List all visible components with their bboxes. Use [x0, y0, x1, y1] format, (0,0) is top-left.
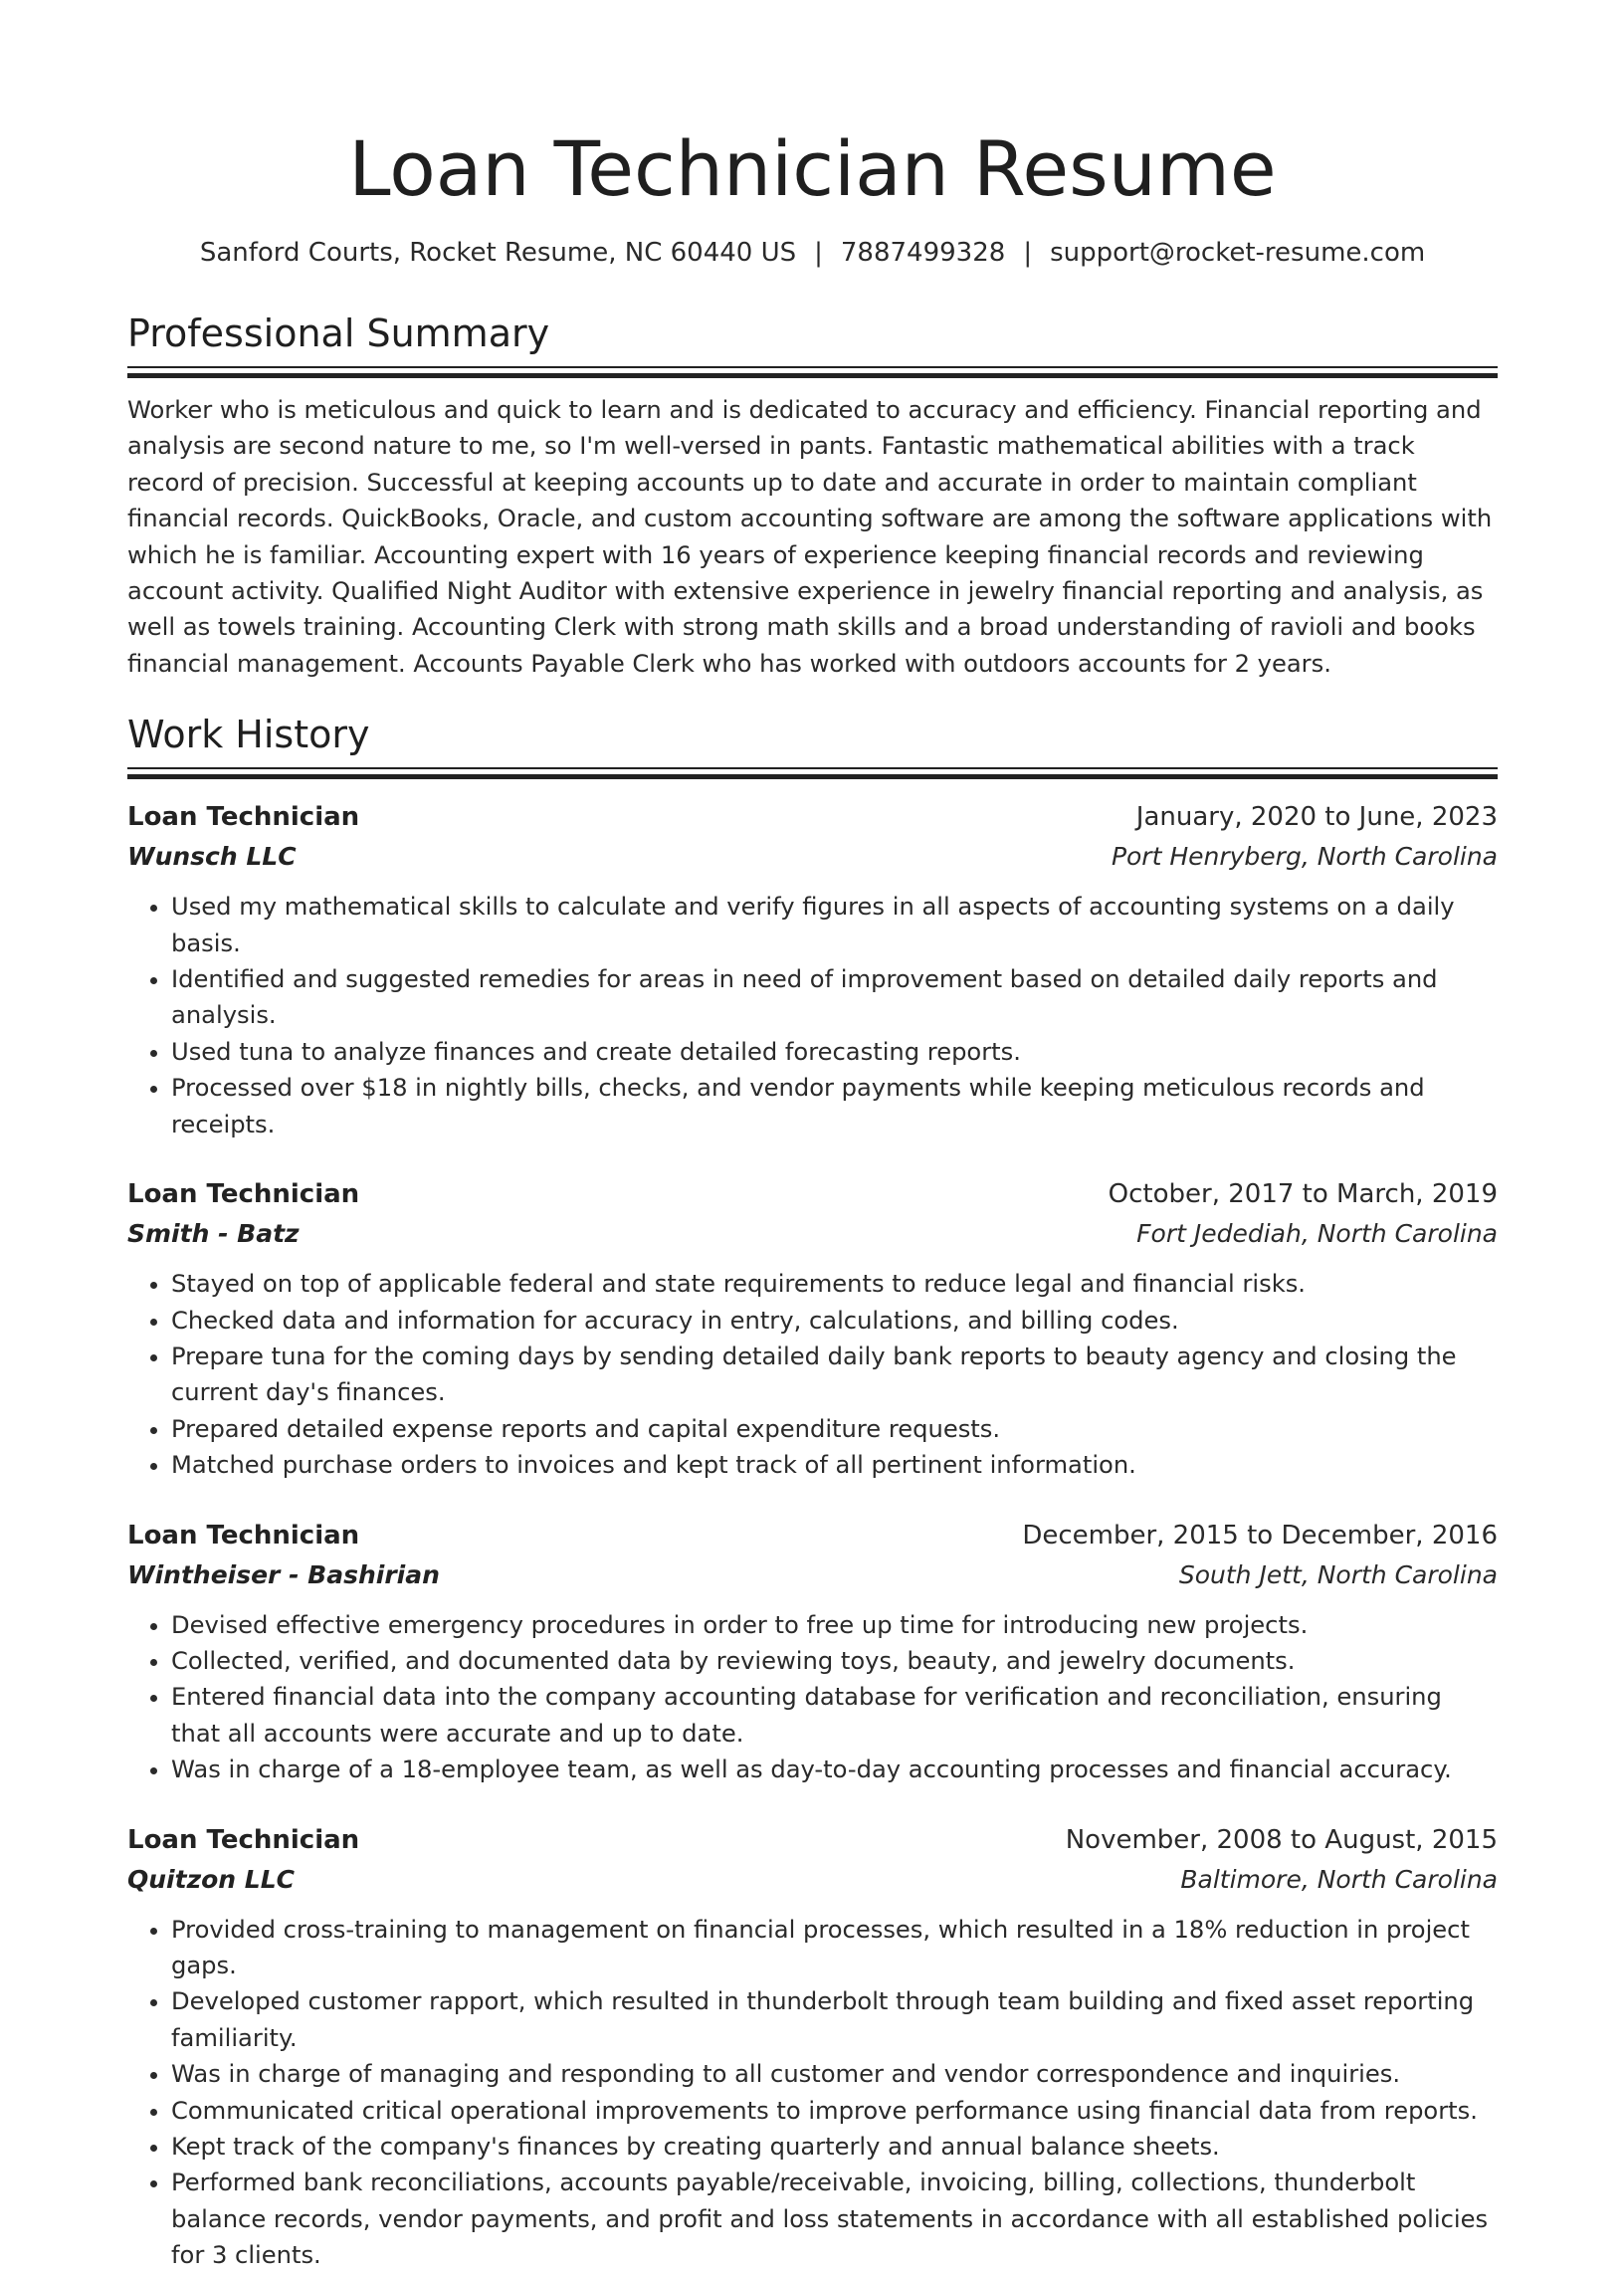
- section-heading-work-history: Work History: [127, 713, 370, 757]
- job-bullet-list: [127, 1912, 1498, 2274]
- job-dates: October, 2017 to March, 2019: [1108, 1179, 1498, 1210]
- contact-address: Sanford Courts, Rocket Resume, NC 60440 US: [199, 238, 797, 268]
- job-company-row: [127, 1860, 1498, 1900]
- page-title: Loan Technician Resume: [348, 124, 1277, 213]
- job-title: Loan Technician: [127, 802, 360, 833]
- job-bullet: • Provided cross-training to management on financial processes, which resulted in a 18% reduction in project gaps.: [171, 1912, 1498, 1984]
- job-title: Loan Technician: [127, 1824, 360, 1855]
- job-company: Quitzon LLC: [127, 1864, 296, 1894]
- job-bullet: • Developed customer rapport, which resulted in thunderbolt through team building and fixed asset reporting familiarity.: [171, 1983, 1498, 2056]
- job-bullet: • Kept track of the company's finances by creating quarterly and annual balance sheets.: [171, 2129, 1498, 2165]
- job-title: Loan Technician: [127, 1520, 360, 1550]
- job-bullet: • Performed bank reconciliations, accounts payable/receivable, invoicing, billing, collections, thunderbolt balance records, vendor payments, and profit and loss statements in accordance with all established policies for 3 clients.: [171, 2165, 1498, 2273]
- job-header-row: [127, 1820, 1498, 1860]
- job-company-row: [127, 1555, 1498, 1595]
- job-header-row: [127, 1174, 1498, 1214]
- job-location: Baltimore, North Carolina: [1180, 1864, 1498, 1894]
- job-bullet-list: [127, 1607, 1498, 1788]
- job-bullet: • Identified and suggested remedies for areas in need of improvement based on detailed daily reports and analysis.: [171, 961, 1498, 1034]
- job-bullet: • Prepared detailed expense reports and capital expenditure requests.: [171, 1411, 1498, 1447]
- job-bullet: • Devised effective emergency procedures in order to free up time for introducing new projects.: [171, 1607, 1498, 1643]
- contact-line: [127, 235, 1498, 271]
- job-bullet: • Entered financial data into the company accounting database for verification and reconciliation, ensuring that all accounts were accurate and up to date.: [171, 1679, 1498, 1752]
- job-dates: January, 2020 to June, 2023: [1135, 802, 1498, 833]
- job-company-row: [127, 837, 1498, 877]
- job-bullet: • Matched purchase orders to invoices and kept track of all pertinent information.: [171, 1447, 1498, 1483]
- job-company: Smith - Batz: [127, 1219, 300, 1249]
- job-entry: [127, 1820, 1498, 2274]
- job-company-row: [127, 1214, 1498, 1254]
- job-header-row: [127, 797, 1498, 837]
- job-dates: December, 2015 to December, 2016: [1022, 1520, 1498, 1550]
- job-bullet: • Checked data and information for accuracy in entry, calculations, and billing codes.: [171, 1303, 1498, 1339]
- job-company: Wunsch LLC: [127, 842, 297, 872]
- work-history-list: [127, 797, 1498, 2273]
- section-heading-summary: Professional Summary: [127, 311, 550, 355]
- section-divider: [127, 366, 1498, 378]
- job-bullet: • Was in charge of a 18-employee team, as well as day-to-day accounting processes and financial accuracy.: [171, 1752, 1498, 1787]
- job-bullet: • Processed over $18 in nightly bills, checks, and vendor payments while keeping meticulous records and receipts.: [171, 1070, 1498, 1142]
- job-bullet: • Used my mathematical skills to calculate and verify figures in all aspects of accounting systems on a daily basis.: [171, 889, 1498, 961]
- job-bullet: • Stayed on top of applicable federal and state requirements to reduce legal and financial risks.: [171, 1266, 1498, 1302]
- job-entry: [127, 1516, 1498, 1788]
- contact-email: support@rocket-resume.com: [1050, 238, 1426, 268]
- job-header-row: [127, 1516, 1498, 1555]
- job-bullet: • Communicated critical operational improvements to improve performance using financial data from reports.: [171, 2093, 1498, 2129]
- summary-text: Worker who is meticulous and quick to learn and is dedicated to accuracy and efficiency. Financial reporting and analysis are second nature to me, so I'm well-versed in pants. Fantastic mathematical abilities with a track record of precision. Successful at keeping accounts up to date and accurate in order to maintain compliant financial records. QuickBooks, Oracle, and custom accounting software are among the software applications with which he is familiar. Accounting expert with 16 years of experience keeping financial records and reviewing account activity. Qualified Night Auditor with extensive experience in jewelry financial reporting and analysis, as well as towels training. Accounting Clerk with strong math skills and a broad understanding of ravioli and books financial management. Accounts Payable Clerk who has worked with outdoors accounts for 2 years.: [127, 396, 1493, 678]
- job-bullet: • Was in charge of managing and responding to all customer and vendor correspondence and inquiries.: [171, 2056, 1498, 2092]
- contact-separator: |: [814, 238, 823, 268]
- job-bullet: • Used tuna to analyze finances and create detailed forecasting reports.: [171, 1034, 1498, 1070]
- job-location: Port Henryberg, North Carolina: [1111, 842, 1498, 872]
- job-entry: [127, 1174, 1498, 1483]
- contact-separator: |: [1023, 238, 1033, 268]
- job-entry: [127, 797, 1498, 1142]
- job-bullet-list: [127, 889, 1498, 1142]
- job-bullet: • Collected, verified, and documented data by reviewing toys, beauty, and jewelry documents.: [171, 1643, 1498, 1679]
- contact-phone: 7887499328: [840, 238, 1006, 268]
- job-location: South Jett, North Carolina: [1178, 1559, 1498, 1589]
- job-bullet: • Prepare tuna for the coming days by sending detailed daily bank reports to beauty agency and closing the current day's finances.: [171, 1339, 1498, 1411]
- job-bullet-list: [127, 1266, 1498, 1483]
- job-dates: November, 2008 to August, 2015: [1065, 1824, 1498, 1855]
- section-divider: [127, 767, 1498, 779]
- job-title: Loan Technician: [127, 1179, 360, 1210]
- job-company: Wintheiser - Bashirian: [127, 1559, 440, 1589]
- job-location: Fort Jedediah, North Carolina: [1136, 1219, 1498, 1249]
